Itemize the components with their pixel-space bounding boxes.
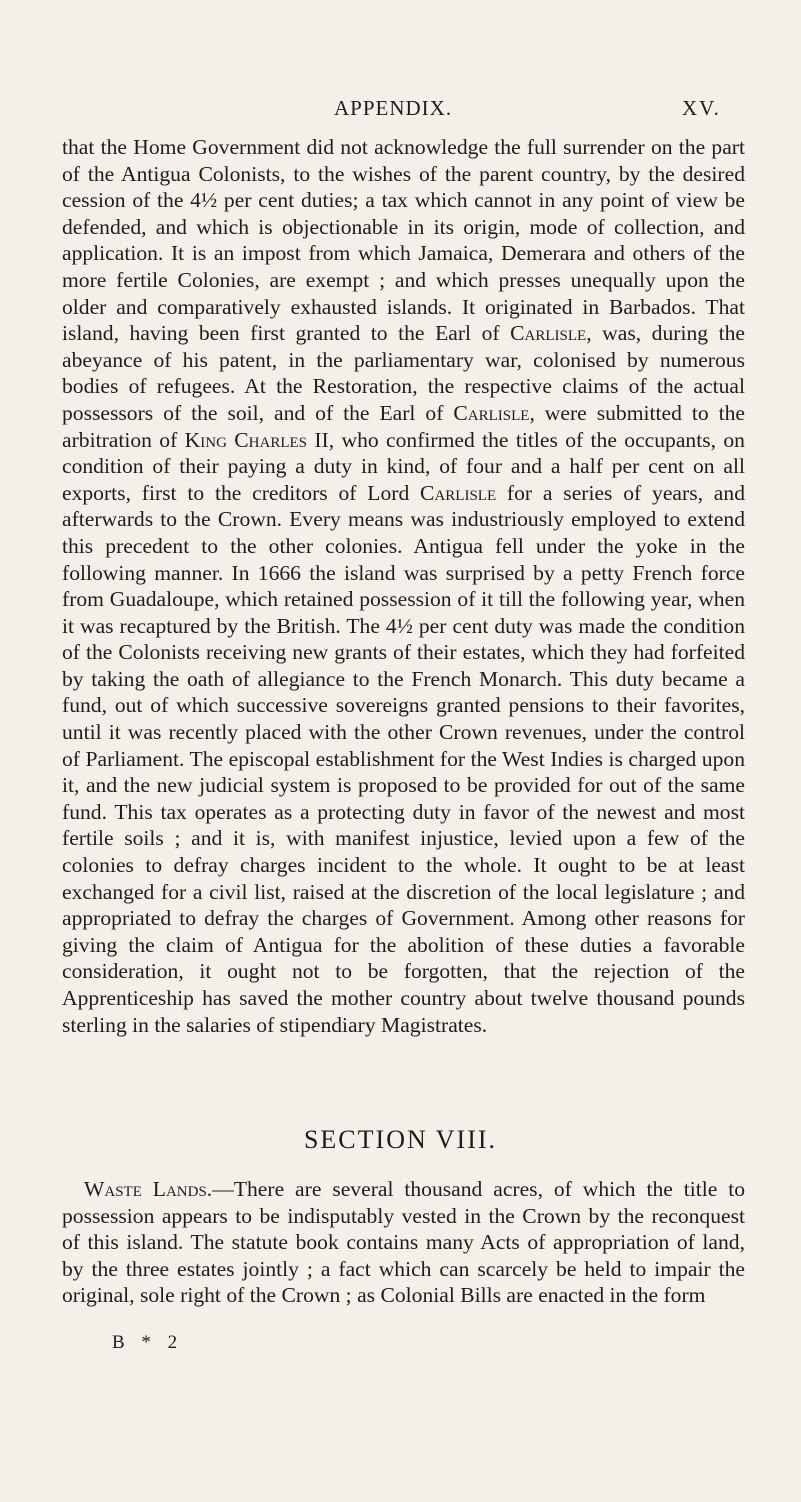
body-paragraph-2 xyxy=(62,1176,745,1309)
name-carlisle: Carlisle xyxy=(453,400,530,425)
paragraph-text xyxy=(62,1176,745,1309)
paragraph-text xyxy=(62,134,745,1038)
section-heading: SECTION VIII. xyxy=(303,1125,498,1154)
name-carlisle: Carlisle xyxy=(420,480,497,505)
text-run: II, who confirmed the titles of the occupants, on condition of their paying a duty in kind, of four and a half per cent on all exports, first to the creditors of Lord xyxy=(62,427,745,505)
name-carlisle: Carlisle xyxy=(510,321,587,346)
running-head xyxy=(0,96,801,126)
text-run: , were submitted to the arbitration of xyxy=(62,400,746,452)
text-run: for a series of years, and afterwards to the Crown. Every means was industriously employed to extend this precedent to the other colonies. Antigua fell under the yoke in the following manner. In 1666 the island was surprised by a petty French force from Guadaloupe, which retained possession of it till the following year, when it was recaptured by the British. The 4½ per cent duty was made the condition of the Colonists receiving new grants of their estates, which they had forfeited by taking the oath of allegiance to the French Monarch. This duty became a fund, out of which successive sovereigns granted pensions to their favorites, until it was recently placed with the other Crown revenues, under the control of Parliament. The episcopal establishment for the West Indies is charged upon it, and the new judicial system is proposed to be provided for out of the same fund. This tax operates as a protecting duty in favor of the newest and most fertile soils ; and it is, with manifest injustice, levied upon a few of the colonies to defray charges incident to the whole. It ought to be at least exchanged for a civil list, raised at the discretion of the local legislature ; and appropriated to defray the charges of Government. Among other reasons for giving the claim of Antigua for the abolition of these duties a favorable consideration, it ought not to be forgotten, that the rejection of the Apprenticeship has saved the mother country about twelve thousand pounds sterling in the salaries of stipendiary Magistrates. xyxy=(62,480,745,1037)
paragraph-lead: Waste Lands. xyxy=(84,1177,213,1201)
name-king-charles: King Charles xyxy=(184,427,307,452)
running-head-title: APPENDIX. xyxy=(334,96,453,120)
text-run: —There are several thousand acres, of which the title to possession appears to be indisputably vested in the Crown by the reconquest of this island. The statute book contains many Acts of appropriation of land, by the three estates jointly ; a fact which can scarcely be held to impair the original, sole right of the Crown ; as Colonial Bills are enacted in the form xyxy=(62,1177,745,1308)
text-run: , was, during the abeyance of his patent, in the parliamentary war, colonised by numerous bodies of refugees. At the Restoration, the respective claims of the actual possessors of the soil, and of the Earl of xyxy=(62,321,745,425)
page-number: XV. xyxy=(682,96,721,120)
text-run: that the Home Government did not acknowledge the full surrender on the part of the Antigua Colonists, to the wishes of the parent country, by the desired cession of the 4½ per cent duties; a tax which cannot in any point of view be defended, and which is objectionable in its origin, mode of collection, and application. It is an impost from which Jamaica, Demerara and others of the more fertile Colonies, are exempt ; and which presses unequally upon the older and comparatively exhausted islands. It originated in Barbados. That island, having been first granted to the Earl of xyxy=(62,135,745,346)
signature-mark: B * 2 xyxy=(112,1332,184,1353)
body-paragraph-1 xyxy=(62,134,745,1038)
